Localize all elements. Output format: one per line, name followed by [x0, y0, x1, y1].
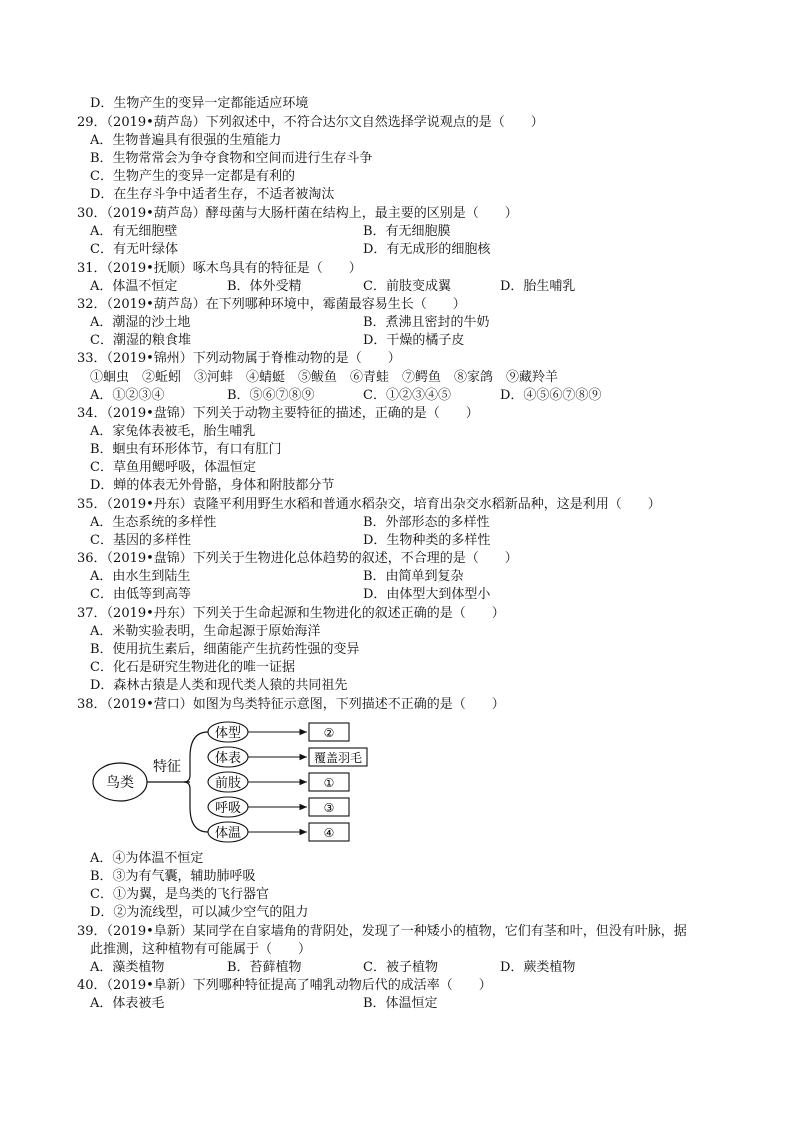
q40-options-row — [90, 995, 730, 1013]
q35-stem: 35．（2019•丹东）袁隆平利用野生水稻和普通水稻杂交，培育出杂交水稻新品种，这是利用（ ） — [77, 497, 661, 512]
q37-option-c: C．化石是研究生物进化的唯一证据 — [90, 660, 295, 675]
q35-option-d: D．生物种类的多样性 — [363, 533, 491, 548]
q36-option-b: B．由简单到复杂 — [363, 569, 464, 584]
q31-option-d: D．胎生哺乳 — [500, 279, 576, 294]
q32-options-row-1 — [90, 314, 730, 332]
q40-option-b: B．体温恒定 — [363, 996, 438, 1011]
feature-label-2: 体表 — [214, 751, 242, 766]
q30-options-row-1 — [90, 223, 730, 241]
q32-stem: 32．（2019•葫芦岛）在下列哪种环境中，霉菌最容易生长（ ） — [77, 297, 466, 312]
q35-option-a: A．生态系统的多样性 — [90, 515, 217, 530]
q34-option-a: A．家兔体表被毛，胎生哺乳 — [90, 424, 256, 439]
q33-stem: 33．（2019•锦州）下列动物属于脊椎动物的是（ ） — [77, 351, 401, 366]
q32-option-c: C．潮湿的粮食堆 — [90, 333, 191, 348]
q36-options-row-1 — [90, 568, 730, 586]
feature-box-text-5: ④ — [323, 826, 335, 840]
q33-animal-list: ①蛔虫 ②蚯蚓 ③河蚌 ④蜻蜓 ⑤鲅鱼 ⑥青蛙 ⑦鳄鱼 ⑧家鸽 ⑨藏羚羊 — [90, 370, 559, 385]
q40-stem: 40．（2019•阜新）下列哪种特征提高了哺乳动物后代的成活率（ ） — [77, 978, 492, 993]
q39-stem-line-2: 此推测，这种植物有可能属于（ ） — [90, 942, 312, 957]
q38-option-b: B．③为有气囊，辅助肺呼吸 — [90, 869, 256, 884]
q36-options-row-2 — [90, 586, 730, 604]
root-label: 鸟类 — [106, 775, 134, 791]
q38-option-a: A．④为体温不恒定 — [90, 851, 204, 866]
q34-stem: 34．（2019•盘锦）下列关于动物主要特征的描述，正确的是（ ） — [77, 406, 479, 421]
q36-stem: 36．（2019•盘锦）下列关于生物进化总体趋势的叙述，不合理的是（ ） — [77, 551, 518, 566]
q39-option-d: D．蕨类植物 — [500, 960, 576, 975]
feature-row-3 — [208, 772, 349, 792]
q37-option-a: A．米勒实验表明，生命起源于原始海洋 — [90, 624, 321, 639]
q30-option-a: A．有无细胞壁 — [90, 224, 178, 239]
feature-row-1 — [208, 722, 349, 742]
q29-stem: 29．（2019•葫芦岛）下列叙述中，不符合达尔文自然选择学说观点的是（ ） — [77, 115, 544, 130]
q33-option-b: B．⑤⑥⑦⑧⑨ — [227, 388, 315, 403]
q33-option-c: C．①②③④⑤ — [363, 388, 451, 403]
q37-stem: 37．（2019•丹东）下列关于生命起源和生物进化的叙述正确的是（ ） — [77, 606, 505, 621]
q34-option-b: B．蛔虫有环形体节，有口有肛门 — [90, 442, 282, 457]
feature-box-text-3: ① — [323, 776, 335, 790]
q29-option-b: B．生物常常会为争夺食物和空间而进行生存斗争 — [90, 151, 373, 166]
q31-option-b: B．体外受精 — [227, 279, 302, 294]
q30-options-row-2 — [90, 241, 730, 259]
feature-box-text-4: ③ — [323, 801, 335, 815]
feature-row-5 — [208, 822, 349, 842]
q32-options-row-2 — [90, 332, 730, 350]
q40-option-a: A．体表被毛 — [90, 996, 165, 1011]
q32-option-b: B．煮沸且密封的牛奶 — [363, 315, 490, 330]
q35-options-row-2 — [90, 532, 730, 550]
q28-option-d: D．生物产生的变异一定都能适应环境 — [90, 96, 309, 111]
feature-label-3: 前肢 — [214, 776, 242, 791]
feature-label-1: 体型 — [214, 726, 242, 741]
q36-option-d: D．由体型大到体型小 — [363, 587, 491, 602]
q35-options-row-1 — [90, 514, 730, 532]
q30-stem: 30．（2019•葫芦岛）酵母菌与大肠杆菌在结构上，最主要的区别是（ ） — [77, 206, 518, 221]
feature-box-text-1: ② — [323, 726, 335, 740]
q30-option-b: B．有无细胞膜 — [363, 224, 451, 239]
q39-stem-line-1: 39．（2019•阜新）某同学在自家墙角的背阴处，发现了一种矮小的植物，它们有茎和叶，但没有叶脉，据 — [77, 924, 687, 939]
q31-option-c: C．前肢变成翼 — [363, 279, 451, 294]
root-node — [93, 763, 147, 801]
q38-option-d: D．②为流线型，可以减少空气的阻力 — [90, 905, 309, 920]
q30-option-c: C．有无叶绿体 — [90, 242, 178, 257]
q37-option-d: D．森林古猿是人类和现代类人猿的共同祖先 — [90, 678, 348, 693]
q31-stem: 31．（2019•抚顺）啄木鸟具有的特征是（ ） — [77, 261, 362, 276]
feature-row-2 — [208, 747, 367, 767]
q33-option-a: A．①②③④ — [90, 388, 165, 403]
q36-option-a: A．由水生到陆生 — [90, 569, 191, 584]
feature-label-5: 体温 — [214, 826, 242, 841]
q37-option-b: B．使用抗生素后，细菌能产生抗药性强的变异 — [90, 642, 360, 657]
q30-option-d: D．有无成形的细胞核 — [363, 242, 491, 257]
q35-option-c: C．基因的多样性 — [90, 533, 191, 548]
q32-option-a: A．潮湿的沙土地 — [90, 315, 191, 330]
q35-option-b: B．外部形态的多样性 — [363, 515, 490, 530]
q29-option-d: D．在生存斗争中适者生存，不适者被淘汰 — [90, 187, 335, 202]
branch-label: 特征 — [153, 759, 181, 775]
q31-options-row — [90, 278, 730, 296]
q39-option-a: A．藻类植物 — [90, 960, 165, 975]
q29-option-a: A．生物普遍具有很强的生殖能力 — [90, 133, 282, 148]
q32-option-d: D．干燥的橘子皮 — [363, 333, 465, 348]
q33-options-row — [90, 387, 730, 405]
q38-option-c: C．①为翼，是鸟类的飞行器官 — [90, 887, 269, 902]
feature-row-4 — [208, 797, 349, 817]
q39-option-b: B．苔藓植物 — [227, 960, 302, 975]
q33-option-d: D．④⑤⑥⑦⑧⑨ — [500, 388, 602, 403]
bird-feature-diagram — [90, 720, 390, 845]
q34-option-d: D．蝉的体表无外骨骼，身体和附肢都分节 — [90, 478, 335, 493]
feature-box-text-2: 覆盖羽毛 — [313, 751, 363, 765]
q36-option-c: C．由低等到高等 — [90, 587, 191, 602]
q31-option-a: A．体温不恒定 — [90, 279, 178, 294]
q39-options-row — [90, 959, 730, 977]
q29-option-c: C．生物产生的变异一定都是有利的 — [90, 169, 295, 184]
q39-option-c: C．被子植物 — [363, 960, 438, 975]
q34-option-c: C．草鱼用鳃呼吸，体温恒定 — [90, 460, 256, 475]
feature-label-4: 呼吸 — [214, 801, 242, 816]
q38-stem: 38．（2019•营口）如图为鸟类特征示意图，下列描述不正确的是（ ） — [77, 697, 505, 712]
